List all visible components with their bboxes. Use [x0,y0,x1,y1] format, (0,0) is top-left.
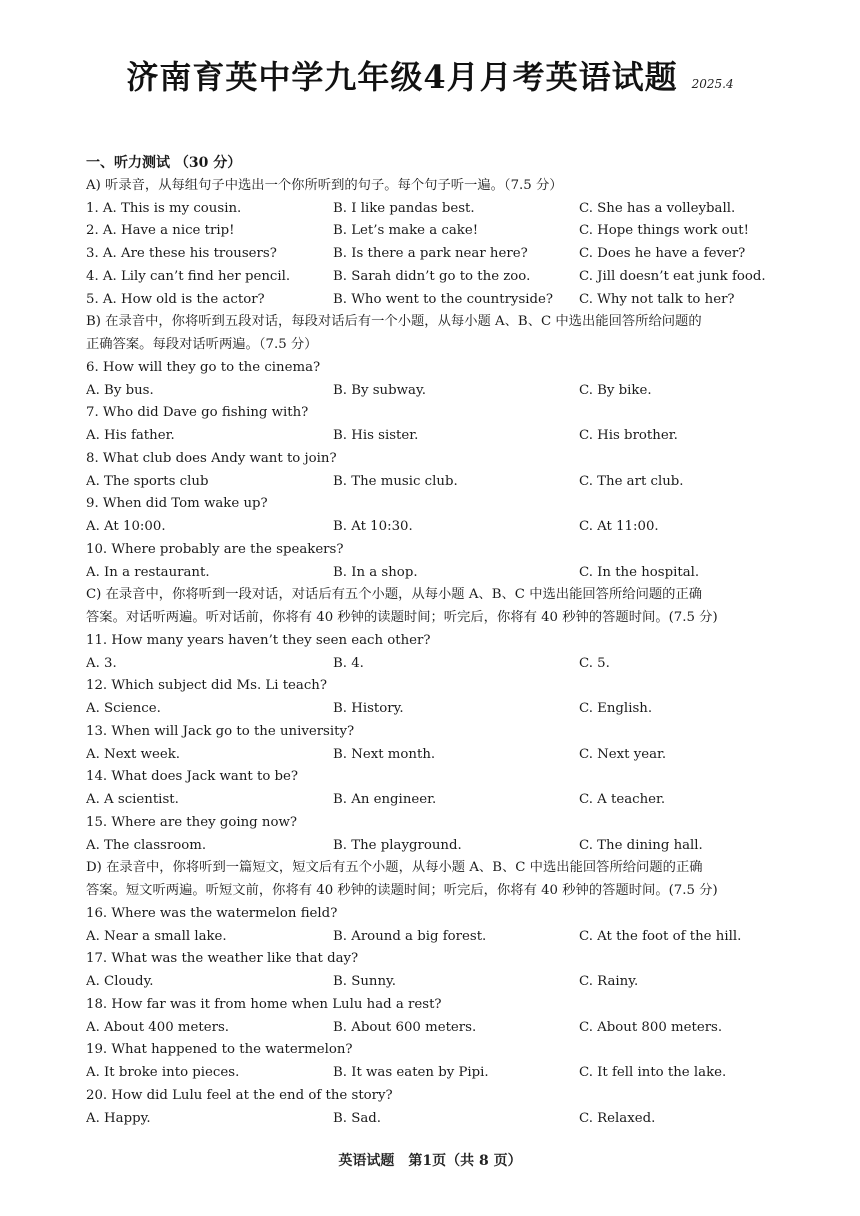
options-row [86,789,786,812]
option-b: B. Let’s make a cake! [333,223,479,239]
question-text: 17. What was the weather like that day? [86,951,359,967]
option-b: B. An engineer. [333,792,437,807]
option-b: B. Sarah didn’t go to the zoo. [333,268,531,284]
option-a: A. Next week. [86,746,181,762]
question-text: 11. How many years haven’t they seen each other? [86,632,431,648]
question-text: 8. What club does Andy want to join? [86,450,337,466]
option-c: C. About 800 meters. [579,1019,723,1035]
option-c: C. Hope things work out! [579,223,749,239]
option-a: 5. A. How old is the actor? [86,291,265,307]
question-text: 12. Which subject did Ms. Li teach? [86,678,327,694]
option-b: B. Is there a park near here? [333,246,528,261]
question-row [86,243,786,266]
option-c: C. By bike. [579,382,652,398]
part-b-instruction: 正确答案。每段对话听两遍。（7.5 分） [86,337,318,352]
question-row [86,220,786,243]
option-c: C. The art club. [579,473,684,489]
page-footer: 英语试题 第1页（共 8 页） [338,1153,522,1169]
option-b: B. Next month. [333,746,436,762]
option-a: A. At 10:00. [86,519,166,534]
question-text: 15. Where are they going now? [86,814,297,830]
question-text: 20. How did Lulu feel at the end of the story? [86,1087,393,1103]
option-b: B. History. [333,701,404,716]
option-a: A. Near a small lake. [86,928,227,944]
part-c-instruction: C) 在录音中，你将听到一段对话，对话后有五个小题，从每小题 A、B、C 中选出能回答所给问题的正确 [86,587,703,603]
options-row [86,1062,786,1085]
option-a: A. Science. [86,701,161,716]
option-a: A. By bus. [86,382,154,398]
option-b: B. His sister. [333,428,419,443]
part-d-instruction: 答案。短文听两遍。听短文前，你将有 40 秒钟的读题时间；听完后，你将有 40 秒钟的答题时间。(7.5 分) [86,883,718,898]
option-a: A. His father. [86,428,175,443]
question-text: 13. When will Jack go to the university? [86,723,355,739]
options-row [86,562,786,585]
question-row [86,266,786,289]
option-c: C. Why not talk to her? [579,291,735,307]
question-text: 18. How far was it from home when Lulu had a rest? [86,996,442,1012]
option-b: B. By subway. [333,382,426,398]
option-b: B. I like pandas best. [333,200,475,216]
option-a: A. Cloudy. [86,974,154,989]
question-text: 7. Who did Dave go fishing with? [86,405,309,421]
option-b: B. About 600 meters. [333,1019,477,1035]
option-c: C. Relaxed. [579,1110,656,1126]
option-a: A. A scientist. [86,792,179,807]
options-row [86,1017,786,1040]
option-c: C. Rainy. [579,974,639,989]
option-b: B. The playground. [333,837,462,853]
options-row [86,516,786,539]
question-text: 14. What does Jack want to be? [86,769,299,785]
option-b: B. It was eaten by Pipi. [333,1065,489,1080]
option-c: C. Next year. [579,746,667,762]
option-a: A. The sports club [86,473,209,489]
page-header [0,52,860,98]
question-text: 16. Where was the watermelon field? [86,905,338,921]
page-title: 济南育英中学九年级4月月考英语试题 [126,58,678,96]
option-c: C. The dining hall. [579,837,703,853]
exam-content [86,152,786,1130]
part-a-instruction: A) 听录音，从每组句子中选出一个你所听到的句子。每个句子听一遍。（7.5 分） [86,177,563,193]
question-text: 9. When did Tom wake up? [86,496,268,512]
option-b: B. In a shop. [333,564,418,580]
options-row [86,425,786,448]
options-row [86,744,786,767]
option-a: A. It broke into pieces. [86,1065,240,1080]
option-a: 3. A. Are these his trousers? [86,246,277,261]
option-a: 1. A. This is my cousin. [86,200,242,216]
option-a: A. 3. [86,655,117,671]
option-c: C. His brother. [579,428,678,443]
part-d-instruction: D) 在录音中，你将听到一篇短文，短文后有五个小题，从每小题 A、B、C 中选出能回答所给问题的正确 [86,860,703,876]
question-text: 10. Where probably are the speakers? [86,541,344,557]
question-row [86,289,786,312]
options-row [86,835,786,858]
option-a: A. The classroom. [86,837,207,853]
option-c: C. In the hospital. [579,564,700,580]
option-c: C. A teacher. [579,792,666,807]
options-row [86,653,786,676]
option-b: B. Around a big forest. [333,928,487,944]
options-row [86,971,786,994]
option-c: C. At 11:00. [579,519,659,534]
section-heading: 一、听力测试 （30 分） [86,155,242,171]
part-c-instruction: 答案。对话听两遍。听对话前，你将有 40 秒钟的读题时间；听完后，你将有 40 秒钟的答题时间。(7.5 分) [86,610,718,625]
options-row [86,471,786,494]
option-b: B. 4. [333,655,364,671]
options-row [86,380,786,403]
option-c: C. It fell into the lake. [579,1065,727,1080]
option-b: B. Who went to the countryside? [333,291,554,307]
option-a: 4. A. Lily can’t find her pencil. [86,268,291,284]
options-row [86,926,786,949]
option-c: C. She has a volleyball. [579,200,736,216]
option-a: 2. A. Have a nice trip! [86,223,235,239]
option-a: A. About 400 meters. [86,1019,230,1035]
option-c: C. 5. [579,655,610,671]
options-row [86,1108,786,1131]
option-c: C. English. [579,701,653,716]
option-b: B. The music club. [333,473,458,489]
option-c: C. Does he have a fever? [579,246,746,261]
option-b: B. Sunny. [333,974,396,989]
option-a: A. Happy. [86,1110,151,1126]
question-text: 19. What happened to the watermelon? [86,1042,353,1058]
option-a: A. In a restaurant. [86,564,210,580]
question-row [86,198,786,221]
option-b: B. At 10:30. [333,519,413,534]
question-text: 6. How will they go to the cinema? [86,359,321,375]
part-b-instruction: B) 在录音中，你将听到五段对话，每段对话后有一个小题，从每小题 A、B、C 中选出能回答所给问题的 [86,314,702,330]
option-c: C. At the foot of the hill. [579,928,742,944]
options-row [86,698,786,721]
option-c: C. Jill doesn’t eat junk food. [579,268,766,284]
exam-date: 2025.4 [691,77,734,91]
option-b: B. Sad. [333,1110,381,1126]
